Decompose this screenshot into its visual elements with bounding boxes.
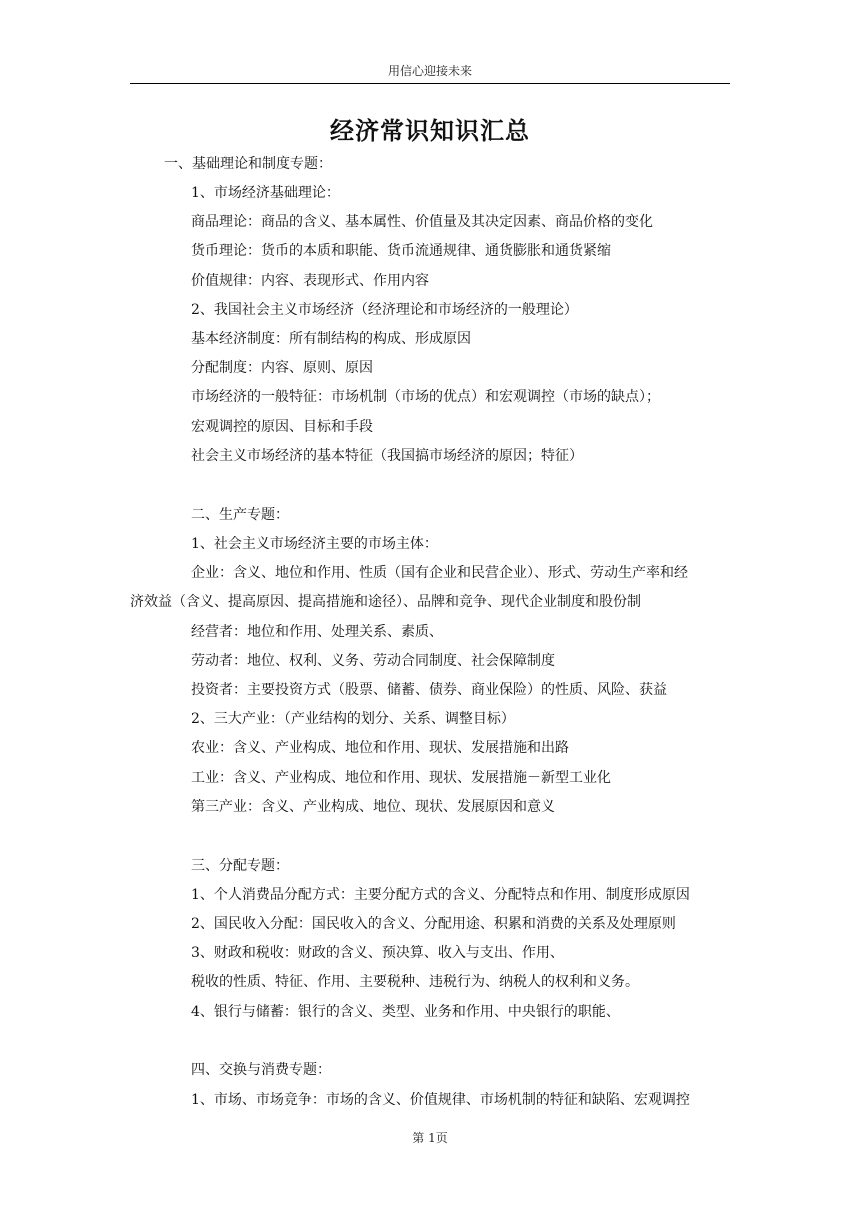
header-rule [130,83,730,84]
paragraph-line: 价值规律：内容、表现形式、作用内容 [191,273,429,289]
paragraph-line: 投资者：主要投资方式（股票、储蓄、债券、商业保险）的性质、风险、获益 [191,682,667,698]
paragraph-line: 3、财政和税收：财政的含义、预决算、收入与支出、作用、 [191,945,564,961]
page-number: 第 1页 [412,1131,448,1145]
paragraph-line: 市场经济的一般特征：市场机制（市场的优点）和宏观调控（市场的缺点）； [191,389,660,405]
subsection-heading: 1、市场经济基础理论： [191,185,340,201]
subsection-heading: 1、社会主义市场经济主要的市场主体： [191,536,438,552]
paragraph-line: 第三产业：含义、产业构成、地位、现状、发展原因和意义 [191,799,555,815]
paragraph-line: 商品理论：商品的含义、基本属性、价值量及其决定因素、商品价格的变化 [191,214,653,230]
paragraph-line: 货币理论：货币的本质和职能、货币流通规律、通货膨胀和通货紧缩 [191,243,611,259]
section-heading: 二、生产专题： [191,507,289,523]
subsection-heading: 2、我国社会主义市场经济（经济理论和市场经济的一般理论） [191,302,578,318]
paragraph-line: 企业：含义、地位和作用、性质（国有企业和民营企业）、形式、劳动生产率和经 [191,565,688,581]
paragraph-line: 2、国民收入分配：国民收入的含义、分配用途、积累和消费的关系及处理原则 [191,916,676,932]
paragraph-line: 税收的性质、特征、作用、主要税种、违税行为、纳税人的权利和义务。 [191,974,639,990]
paragraph-line: 1、个人消费品分配方式：主要分配方式的含义、分配特点和作用、制度形成原因 [191,887,690,903]
page-header: 用信心迎接未来 [387,64,472,78]
section-heading: 一、基础理论和制度专题： [164,156,332,172]
paragraph-line: 基本经济制度：所有制结构的构成、形成原因 [191,331,471,347]
paragraph-line: 1、市场、市场竞争：市场的含义、价值规律、市场机制的特征和缺陷、宏观调控 [191,1092,690,1108]
section-heading: 三、分配专题： [191,858,289,874]
paragraph-line: 宏观调控的原因、目标和手段 [191,419,373,435]
document-title: 经济常识知识汇总 [330,116,530,145]
paragraph-line: 工业：含义、产业构成、地位和作用、现状、发展措施－新型工业化 [191,770,611,786]
paragraph-line: 劳动者：地位、权利、义务、劳动合同制度、社会保障制度 [191,653,555,669]
paragraph-line: 社会主义市场经济的基本特征（我国搞市场经济的原因；特征） [191,448,583,464]
paragraph-line: 济效益（含义、提高原因、提高措施和途径）、品牌和竞争、现代企业制度和股份制 [130,594,641,610]
subsection-heading: 2、三大产业：（产业结构的划分、关系、调整目标） [191,711,515,727]
section-heading: 四、交换与消费专题： [191,1062,331,1078]
paragraph-line: 分配制度：内容、原则、原因 [191,360,373,376]
paragraph-line: 农业：含义、产业构成、地位和作用、现状、发展措施和出路 [191,740,569,756]
paragraph-line: 经营者：地位和作用、处理关系、素质、 [191,624,443,640]
paragraph-line: 4、银行与储蓄：银行的含义、类型、业务和作用、中央银行的职能、 [191,1004,620,1020]
